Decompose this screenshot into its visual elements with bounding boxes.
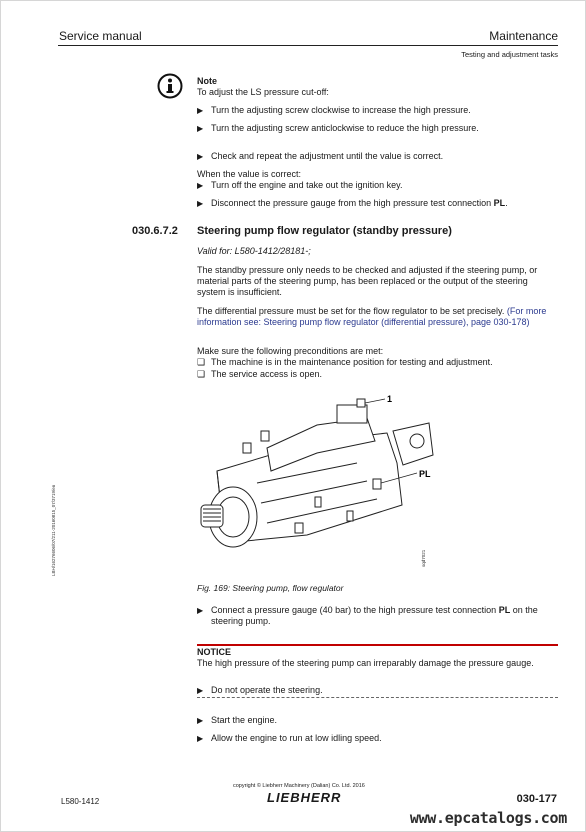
- figure-caption: Fig. 169: Steering pump, flow regulator: [197, 583, 344, 593]
- when-correct-text: When the value is correct:: [197, 169, 302, 179]
- list-item-text: Allow the engine to run at low idling speed.: [211, 733, 382, 743]
- list-item: [197, 605, 557, 627]
- connection-label: PL: [493, 198, 506, 208]
- notice-title: NOTICE: [197, 647, 232, 657]
- checklist-text: The service access is open.: [211, 369, 323, 379]
- section-title: Steering pump flow regulator (standby pressure): [197, 225, 452, 237]
- note-intro: To adjust the LS pressure cut-off:: [197, 87, 329, 97]
- header-chapter: Maintenance: [489, 29, 558, 43]
- paragraph: [197, 306, 557, 328]
- checkbox-icon: ❑: [197, 357, 206, 367]
- triangle-right-icon: ▶: [197, 734, 204, 743]
- figure-id: sqd7021: [421, 549, 426, 567]
- header-rule: [58, 45, 558, 46]
- list-item: [197, 105, 557, 116]
- paragraph-text: The differential pressure must be set for the flow regulator to be set precisely.: [197, 306, 507, 316]
- callout-pl: PL: [419, 469, 431, 479]
- checklist-item: [197, 369, 557, 380]
- list-item-text: Turn the adjusting screw anticlockwise to reduce the high pressure.: [211, 123, 479, 133]
- list-item: [197, 123, 557, 134]
- footer-model: L580-1412: [61, 797, 100, 806]
- triangle-right-icon: ▶: [197, 152, 204, 161]
- list-item-text: Connect a pressure gauge (40 bar) to the high pressure test connection: [211, 605, 499, 615]
- triangle-right-icon: ▶: [197, 716, 204, 725]
- notice-text: The high pressure of the steering pump can irreparably damage the pressure gauge.: [197, 658, 534, 668]
- header-subtitle: Testing and adjustment tasks: [461, 50, 558, 59]
- list-item-text: Disconnect the pressure gauge from the high pressure test connection: [211, 198, 494, 208]
- list-item: [197, 198, 557, 209]
- liebherr-logo: LIEBHERR: [267, 790, 342, 805]
- steering-pump-drawing: [197, 393, 435, 573]
- triangle-right-icon: ▶: [197, 106, 204, 115]
- triangle-right-icon: ▶: [197, 606, 204, 615]
- footer-copyright: copyright © Liebherr Machinery (Dalian) Co. Ltd. 2016: [233, 783, 365, 789]
- list-item-text: on the steering pump.: [211, 605, 538, 626]
- list-item-text: Check and repeat the adjustment until the value is correct.: [211, 151, 444, 161]
- document-id: LBH/16276606/07/211-20160815_07/3719/en: [51, 484, 56, 576]
- preconditions-intro: Make sure the following preconditions are met:: [197, 346, 384, 356]
- triangle-right-icon: ▶: [197, 686, 204, 695]
- info-icon: [157, 73, 183, 99]
- list-item: [197, 733, 557, 744]
- list-item-text: Turn off the engine and take out the ignition key.: [211, 180, 403, 190]
- list-item-text: Do not operate the steering.: [211, 685, 323, 695]
- checkbox-icon: ❑: [197, 369, 206, 379]
- list-item-text: Turn the adjusting screw clockwise to increase the high pressure.: [211, 105, 471, 115]
- callout-1: 1: [387, 394, 393, 404]
- list-item-text: Start the engine.: [211, 715, 278, 725]
- triangle-right-icon: ▶: [197, 199, 204, 208]
- cross-reference-link[interactable]: (For more information see: Steering pump flow regulator (differential pressure), page 030-178): [197, 306, 547, 327]
- notice-rule: [197, 644, 558, 646]
- page-number: 030-177: [516, 793, 557, 805]
- checklist-item: [197, 357, 557, 368]
- list-item: [197, 180, 557, 191]
- notice-end-rule: [197, 697, 558, 698]
- paragraph: The standby pressure only needs to be checked and adjusted if the steering pump, or material parts of the steering pump, has been replaced or the output of the steering system is insufficient.: [197, 265, 538, 297]
- checklist-text: The machine is in the maintenance position for testing and adjustment.: [211, 357, 493, 367]
- list-item: [197, 715, 557, 726]
- triangle-right-icon: ▶: [197, 124, 204, 133]
- punctuation: .: [505, 198, 508, 208]
- watermark: www.epcatalogs.com: [409, 809, 567, 827]
- connection-label: PL: [498, 605, 511, 615]
- triangle-right-icon: ▶: [197, 181, 204, 190]
- notice-action: [197, 685, 557, 696]
- list-item: [197, 151, 557, 162]
- valid-for: Valid for: L580-1412/28181-;: [197, 246, 311, 256]
- section-number: 030.6.7.2: [132, 225, 178, 237]
- header-title: Service manual: [59, 29, 142, 43]
- note-title: Note: [197, 76, 217, 86]
